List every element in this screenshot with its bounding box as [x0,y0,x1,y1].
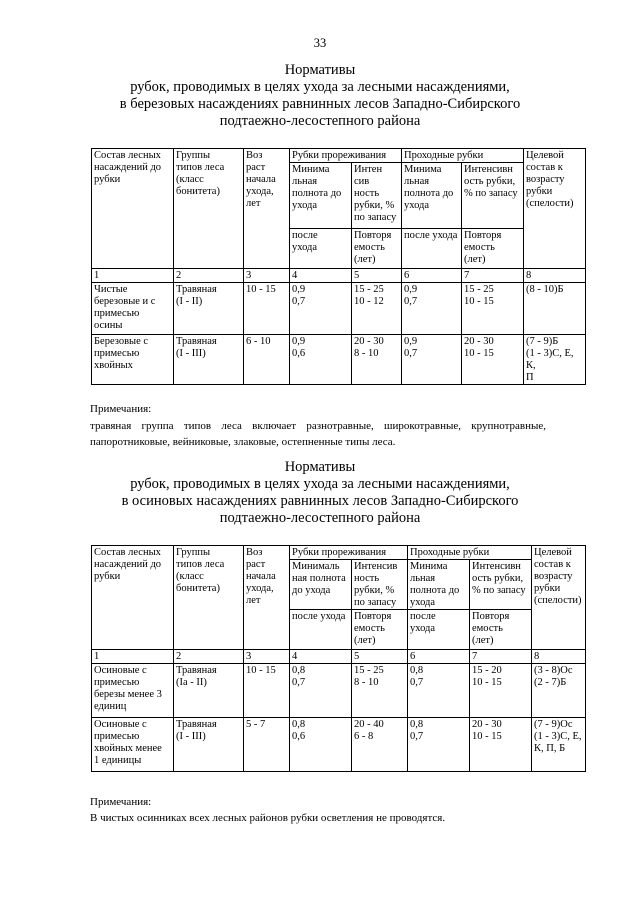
cell-passage-density: 0,8 0,7 [408,718,470,772]
cell-passage-density: 0,9 0,7 [402,283,462,335]
header-thinning-intensity: Интен сив ность рубки, % по запасу [352,163,402,229]
column-number: 4 [290,650,352,664]
cell-passage-density: 0,8 0,7 [408,664,470,718]
cell-age: 5 - 7 [244,718,290,772]
column-number: 5 [352,269,402,283]
notes-label: Примечания: [90,403,152,415]
column-number: 1 [92,269,174,283]
title-line: подтаежно-лесостепного района [219,510,421,526]
header-passage-min-density: Минима льная полнота до ухода [402,163,462,229]
cell-passage-intensity: 20 - 30 10 - 15 [462,335,524,385]
table-row [92,283,586,335]
cell-composition: Осиновые с примесью березы менее 3 единиц [92,664,174,718]
cell-forest-group: Травяная (I - III) [174,718,244,772]
table-row [92,718,586,772]
cell-composition: Березовые с примесью хвойных [92,335,174,385]
notes-text: травяная группа типов леса включает разнотравные, широкотравные, крупнотравные, папоротниковые, вейниковые, злаковые, остепненные типы леса. [90,420,546,448]
header-passage-intensity: Интенсивн ость рубки, % по запасу [462,163,524,229]
birch-norms-table [91,148,586,385]
header-thinning-min-density: Минима льная полнота до ухода [290,163,352,229]
table-row [92,335,586,385]
header-composition: Состав лесных насаждений до рубки [92,546,174,650]
cell-age: 10 - 15 [244,283,290,335]
cell-age: 10 - 15 [244,664,290,718]
header-forest-groups: Группы типов леса (класс бонитета) [174,546,244,650]
cell-forest-group: Травяная (I - II) [174,283,244,335]
header-passage-after-care: после ухода [402,229,462,269]
cell-passage-intensity: 15 - 25 10 - 15 [462,283,524,335]
header-passage-cuttings: Проходные рубки [408,546,532,560]
header-passage-after-care: после ухода [408,610,470,650]
cell-thinning-intensity: 20 - 40 6 - 8 [352,718,408,772]
title-line: подтаежно-лесостепного района [219,113,421,129]
column-number: 4 [290,269,352,283]
header-thinning-repeat: Повторя емость (лет) [352,610,408,650]
cell-thinning-intensity: 15 - 25 10 - 12 [352,283,402,335]
header-passage-cuttings: Проходные рубки [402,149,524,163]
header-age: Воз раст начала ухода, лет [244,149,290,269]
title-line: Нормативы [284,459,356,475]
column-number: 6 [408,650,470,664]
notes-text: В чистых осинниках всех лесных районов рубки осветления не проводятся. [90,812,446,824]
cell-composition: Осиновые с примесью хвойных менее 1 единицы [92,718,174,772]
header-thinning-repeat: Повторя емость (лет) [352,229,402,269]
table-row [92,664,586,718]
header-passage-repeat: Повторя емость (лет) [462,229,524,269]
cell-target: (3 - 8)Ос (2 - 7)Б [532,664,586,718]
title-line: в осиновых насаждениях равнинных лесов Западно-Сибирского [121,493,519,509]
cell-thinning-density: 0,9 0,7 [290,283,352,335]
cell-forest-group: Травяная (Iа - II) [174,664,244,718]
header-forest-groups: Группы типов леса (класс бонитета) [174,149,244,269]
cell-passage-intensity: 15 - 20 10 - 15 [470,664,532,718]
column-number-row [92,269,586,283]
column-number: 7 [462,269,524,283]
column-number: 1 [92,650,174,664]
cell-thinning-density: 0,8 0,6 [290,718,352,772]
column-number: 2 [174,269,244,283]
cell-target: (7 - 9)Б (1 - 3)С, Е, К, П [524,335,586,385]
title-line: рубок, проводимых в целях ухода за лесными насаждениями, [130,476,510,492]
cell-thinning-intensity: 20 - 30 8 - 10 [352,335,402,385]
column-number: 3 [244,650,290,664]
column-number: 3 [244,269,290,283]
column-number: 5 [352,650,408,664]
title-line: в березовых насаждениях равнинных лесов Западно-Сибирского [119,96,521,112]
header-target-composition: Целевой состав к возрасту рубки (спелости) [532,546,586,650]
cell-thinning-density: 0,9 0,6 [290,335,352,385]
cell-forest-group: Травяная (I - III) [174,335,244,385]
block-1-title [0,62,640,130]
header-thinning-min-density: Минималь ная полнота до ухода [290,560,352,610]
column-number: 2 [174,650,244,664]
column-number: 8 [532,650,586,664]
block-2-title [0,459,640,527]
header-thinning-after-care: после ухода [290,610,352,650]
cell-age: 6 - 10 [244,335,290,385]
header-passage-min-density: Минима льная полнота до ухода [408,560,470,610]
aspen-norms-table [91,545,586,772]
title-line: Нормативы [284,62,356,78]
cell-thinning-density: 0,8 0,7 [290,664,352,718]
cell-passage-intensity: 20 - 30 10 - 15 [470,718,532,772]
cell-passage-density: 0,9 0,7 [402,335,462,385]
title-line: рубок, проводимых в целях ухода за лесными насаждениями, [130,79,510,95]
header-age: Воз раст начала ухода, лет [244,546,290,650]
header-thinning: Рубки прореживания [290,546,408,560]
column-number: 7 [470,650,532,664]
column-number: 8 [524,269,586,283]
column-number: 6 [402,269,462,283]
page-number: 33 [313,36,327,50]
header-thinning: Рубки прореживания [290,149,402,163]
cell-composition: Чистые березовые и с примесью осины [92,283,174,335]
header-target-composition: Целевой состав к возрасту рубки (спелости) [524,149,586,269]
column-number-row [92,650,586,664]
header-thinning-intensity: Интенсив ность рубки, % по запасу [352,560,408,610]
cell-target: (7 - 9)Ос (1 - 3)С, Е, К, П, Б [532,718,586,772]
header-composition: Состав лесных насаждений до рубки [92,149,174,269]
header-passage-intensity: Интенсивн ость рубки, % по запасу [470,560,532,610]
notes-label: Примечания: [90,796,152,808]
cell-target: (8 - 10)Б [524,283,586,335]
header-passage-repeat: Повторя емость (лет) [470,610,532,650]
header-thinning-after-care: после ухода [290,229,352,269]
cell-thinning-intensity: 15 - 25 8 - 10 [352,664,408,718]
